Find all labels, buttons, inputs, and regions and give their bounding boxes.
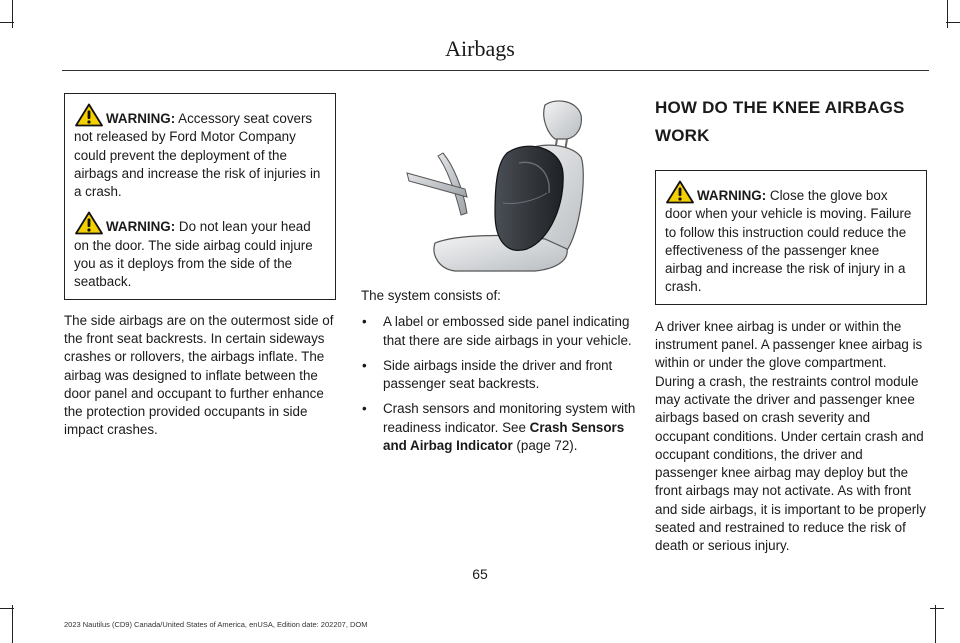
list-item	[361, 400, 637, 455]
warning-triangle-icon	[75, 103, 103, 127]
warning-box-seat-covers	[64, 93, 336, 300]
list-item-text: A label or embossed side panel indicating that there are side airbags in your vehicle.	[383, 314, 632, 348]
section-heading-line: HOW DO THE KNEE AIRBAGS	[655, 98, 905, 117]
list-item	[361, 357, 637, 394]
crop-mark	[947, 0, 948, 28]
side-airbag-seat-illustration	[395, 93, 595, 278]
warning-label: WARNING:	[106, 111, 176, 126]
list-item-text: Crash sensors and monitoring system with readiness indicator. See	[383, 401, 636, 435]
footer-edition-info: 2023 Nautilus (CD9) Canada/United States of America, enUSA, Edition date: 202207, DOM	[64, 620, 368, 629]
crop-mark	[0, 608, 14, 609]
crop-mark	[12, 605, 13, 643]
bullet-symbol: •	[362, 401, 367, 417]
system-components-list	[361, 313, 637, 455]
bullet-symbol: •	[362, 314, 367, 330]
crop-mark	[946, 22, 960, 23]
warning-triangle-icon	[666, 180, 694, 204]
page-number: 65	[472, 566, 488, 582]
warning-text: Do not lean your head on the door. The side airbag could injure you as it deploys from the side of the seatback.	[74, 219, 313, 290]
crop-mark	[930, 608, 944, 609]
right-column	[655, 96, 927, 556]
list-item	[361, 313, 637, 350]
page-reference: (page 72).	[512, 438, 578, 454]
knee-airbag-description: A driver knee airbag is under or within the instrument panel. A passenger knee airbag is within or under the glove compartment. During a crash, the restraints control module may activate the driver and passenger knee airbags based on crash severity and occupant conditions. Under certain crash and occupant conditions, the driver and passenger knee airbag may deploy but the front airbags may not activate. As with front and side airbags, it is important to be properly seated and restrained to reduce the risk of death or serious injury.	[655, 318, 926, 554]
warning-glove-box	[665, 180, 918, 297]
crop-mark	[935, 605, 936, 643]
warning-seat-covers	[74, 103, 327, 201]
left-column	[64, 93, 336, 440]
warning-label: WARNING:	[697, 188, 767, 203]
warning-lean-head	[74, 211, 327, 291]
side-airbag-description: The side airbags are on the outermost side of the front seat backrests. In certain sideways crashes or rollovers, the airbags inflate. The airbag was designed to inflate between the door panel and occupant to further enhance the protection provided occupants in side impact crashes.	[64, 312, 334, 438]
warning-triangle-icon	[75, 211, 103, 235]
list-item-text: Side airbags inside the driver and front passenger seat backrests.	[383, 357, 613, 392]
warning-text: Close the glove box door when your vehicle is moving. Failure to follow this instruction could reduce the effectiveness of the passenger knee airbag and increase the risk of injury in a crash.	[665, 188, 912, 295]
system-intro: The system consists of:	[361, 288, 501, 303]
page-header-title: Airbags	[445, 36, 515, 61]
cross-reference-link[interactable]: Crash Sensors and Airbag Indicator	[383, 419, 625, 454]
warning-text: Accessory seat covers not released by Ford Motor Company could prevent the deployment of the airbags and increase the risk of injuries in a crash.	[74, 111, 321, 200]
warning-box-glove-box	[655, 170, 927, 305]
section-heading	[655, 96, 927, 148]
crop-mark	[12, 0, 13, 28]
bullet-symbol: •	[362, 357, 367, 373]
section-heading-line: WORK	[655, 126, 710, 145]
middle-column	[361, 287, 637, 462]
warning-label: WARNING:	[106, 219, 176, 235]
crop-mark	[0, 22, 14, 23]
header-rule	[62, 70, 929, 71]
